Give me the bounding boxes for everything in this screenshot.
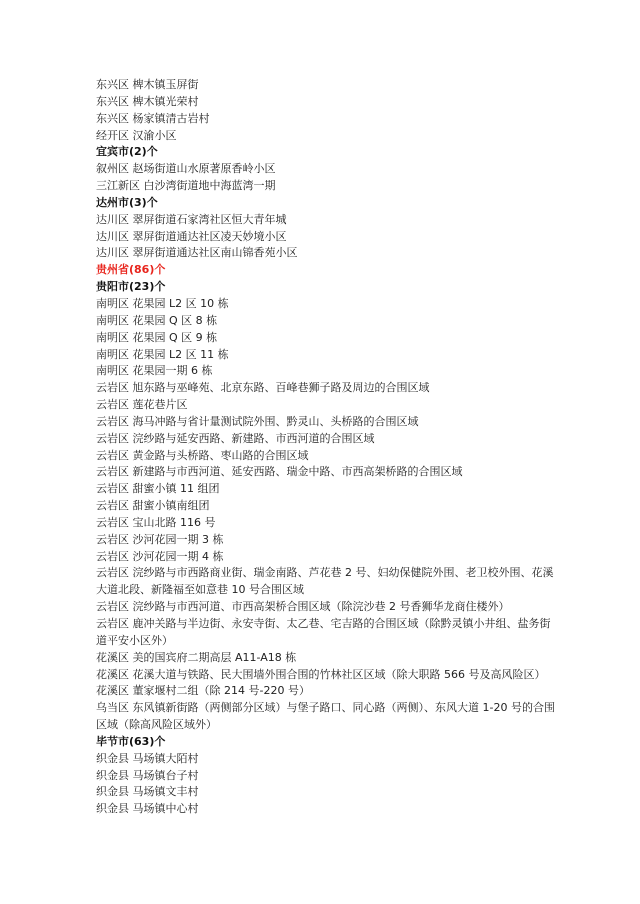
- text-line: 云岩区 黄金路与头桥路、枣山路的合围区域: [96, 448, 309, 462]
- text-line: 花溪区 花溪大道与铁路、民大围墙外围合围的竹林社区区域（除大职路 566 号及高风险区）: [96, 667, 546, 681]
- text-line: 织金县 马场镇文丰村: [96, 785, 199, 799]
- text-line: 达川区 翠屏街道通达社区南山锦香苑小区: [96, 246, 298, 260]
- text-line: 云岩区 甜蜜小镇 11 组团: [96, 482, 220, 496]
- text-line: 经开区 汉渝小区: [96, 128, 177, 142]
- text-line: 云岩区 鹿冲关路与半边街、永安寺街、太乙巷、宅吉路的合围区域（除黔灵镇小井组、盐务街道平安小区外）: [96, 617, 551, 647]
- text-line: 花溪区 美的国宾府二期高层 A11-A18 栋: [96, 650, 297, 664]
- text-line: 南明区 花果园一期 6 栋: [96, 364, 213, 378]
- text-line: 云岩区 莲花巷片区: [96, 398, 188, 412]
- text-line: 达川区 翠屏街道石家湾社区恒大青年城: [96, 212, 287, 226]
- text-line: 云岩区 海马冲路与省计量测试院外围、黔灵山、头桥路的合围区域: [96, 414, 419, 428]
- text-line: 叙州区 赵场街道山水原著原香岭小区: [96, 162, 276, 176]
- text-line: 云岩区 宝山北路 116 号: [96, 515, 216, 529]
- text-line: 花溪区 董家堰村二组（除 214 号-220 号）: [96, 684, 310, 698]
- province-heading: 贵州省(86)个: [96, 263, 166, 277]
- city-heading: 达州市(3)个: [96, 195, 158, 209]
- text-line: 云岩区 沙河花园一期 4 栋: [96, 549, 224, 563]
- text-line: 云岩区 浣纱路与市西河道、市西高架桥合围区域（除浣沙巷 2 号香狮华龙商住楼外）: [96, 600, 510, 614]
- text-line: 东兴区 椑木镇光荣村: [96, 94, 199, 108]
- text-line: 云岩区 沙河花园一期 3 栋: [96, 532, 224, 546]
- text-line: 云岩区 旭东路与巫峰苑、北京东路、百峰巷狮子路及周边的合围区域: [96, 381, 430, 395]
- text-line: 南明区 花果园 L2 区 10 栋: [96, 296, 229, 310]
- text-line: 织金县 马场镇台子村: [96, 768, 199, 782]
- text-line: 云岩区 新建路与市西河道、延安西路、瑞金中路、市西高架桥路的合围区域: [96, 465, 463, 479]
- text-line: 云岩区 浣纱路与延安西路、新建路、市西河道的合围区域: [96, 431, 375, 445]
- text-line: 乌当区 东风镇新街路（两侧部分区域）与堡子路口、同心路（两侧）、东风大道 1-20 号的合围区域（除高风险区域外）: [96, 701, 555, 732]
- text-line: 云岩区 浣纱路与市西路商业街、瑞金南路、芦花巷 2 号、妇幼保健院外围、老卫校外围、花溪大道北段、新隆福至如意巷 10 号合围区域: [96, 566, 554, 597]
- text-line: 云岩区 甜蜜小镇南组团: [96, 499, 210, 513]
- city-heading: 毕节市(63)个: [96, 734, 166, 748]
- city-heading: 贵阳市(23)个: [96, 280, 166, 294]
- text-line: 织金县 马场镇大陌村: [96, 751, 199, 765]
- document-body: [96, 77, 556, 818]
- city-heading: 宜宾市(2)个: [96, 145, 158, 159]
- text-line: 东兴区 杨家镇清古岩村: [96, 111, 210, 125]
- text-line: 南明区 花果园 Q 区 9 栋: [96, 330, 218, 344]
- text-line: 南明区 花果园 Q 区 8 栋: [96, 313, 218, 327]
- text-line: 织金县 马场镇中心村: [96, 802, 199, 816]
- text-line: 三江新区 白沙湾街道地中海蓝湾一期: [96, 179, 276, 193]
- text-line: 东兴区 椑木镇玉屏街: [96, 78, 199, 91]
- text-line: 南明区 花果园 L2 区 11 栋: [96, 347, 229, 361]
- text-line: 达川区 翠屏街道通达社区凌天妙境小区: [96, 229, 287, 243]
